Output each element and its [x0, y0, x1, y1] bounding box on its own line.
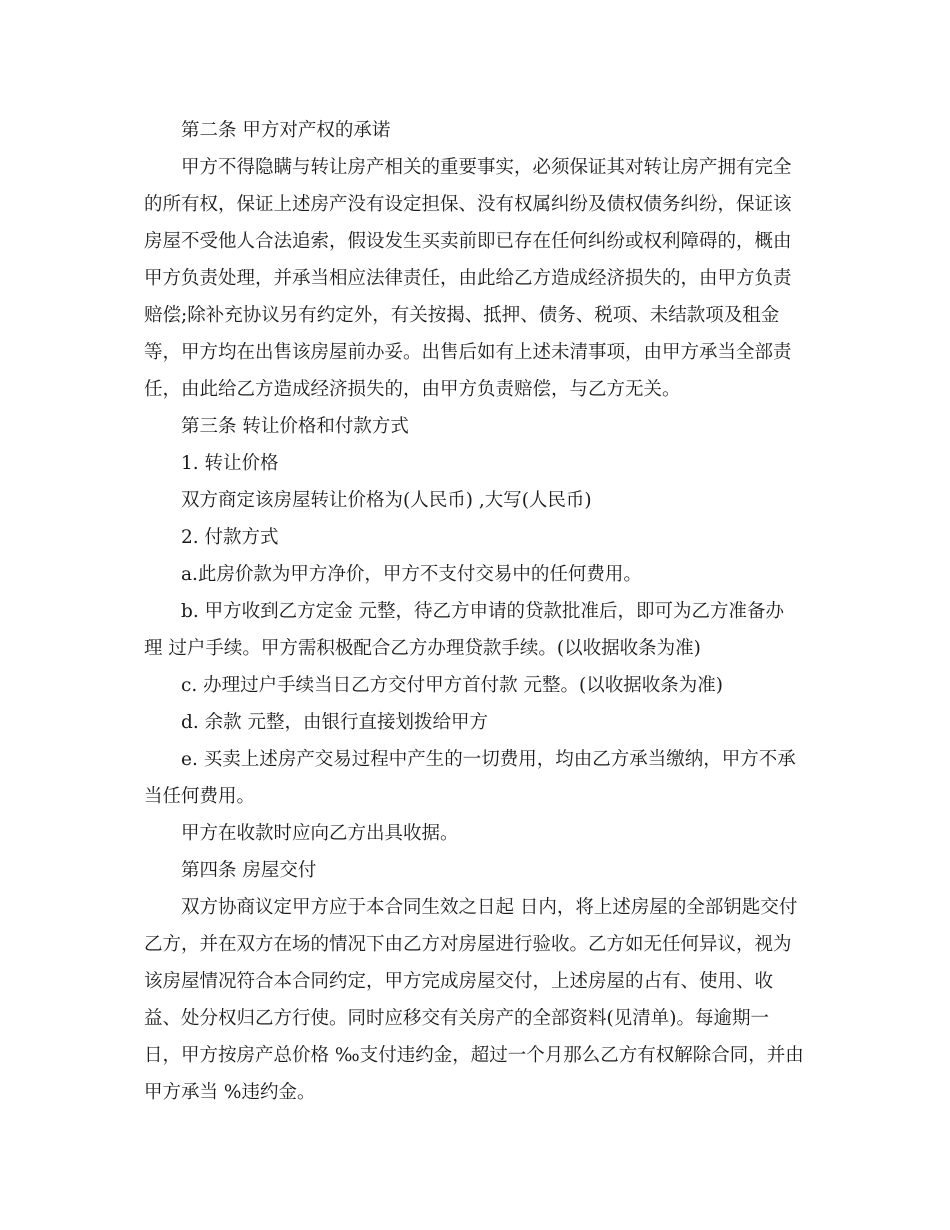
payment-item-e: e. 买卖上述房产交易过程中产生的一切费用，均由乙方承当缴纳，甲方不承 — [181, 749, 796, 770]
payment-item-e-continued: 当任何费用。 — [144, 786, 256, 807]
article4-paragraph-line: 乙方，并在双方在场的情况下由乙方对房屋进行验收。乙方如无任何异议，视为 — [144, 934, 792, 955]
article2-paragraph-line: 赔偿;除补充协议另有约定外，有关按揭、抵押、债务、税项、未结款项及租金 — [144, 305, 780, 326]
receipt-note: 甲方在收款时应向乙方出具收据。 — [181, 823, 459, 844]
article2-paragraph-line: 甲方负责处理，并承当相应法律责任，由此给乙方造成经济损失的，由甲方负责 — [144, 268, 792, 289]
item1-text: 双方商定该房屋转让价格为(人民币) ,大写(人民币) — [181, 490, 592, 511]
article4-paragraph-line: 日，甲方按房产总价格 ‰支付违约金，超过一个月那么乙方有权解除合同，并由 — [144, 1045, 804, 1066]
payment-item-d: d. 余款 元整，由银行直接划拨给甲方 — [181, 712, 488, 733]
payment-item-b-continued: 理 过户手续。甲方需积极配合乙方办理贷款手续。(以收据收条为准) — [144, 638, 701, 659]
payment-item-a: a.此房价款为甲方净价，甲方不支付交易中的任何费用。 — [181, 564, 642, 585]
article4-paragraph-line: 双方协商议定甲方应于本合同生效之日起 日内，将上述房屋的全部钥匙交付 — [181, 897, 798, 918]
contract-body — [144, 112, 809, 1111]
item2-title: 2. 付款方式 — [181, 527, 279, 548]
article2-heading: 第二条 甲方对产权的承诺 — [181, 120, 391, 141]
article2-paragraph-line: 房屋不受他人合法追索，假设发生买卖前即已存在任何纠纷或权利障碍的，概由 — [144, 231, 792, 252]
payment-item-b: b. 甲方收到乙方定金 元整，待乙方申请的贷款批准后，即可为乙方准备办 — [181, 601, 784, 622]
article4-paragraph-line: 甲方承当 %违约金。 — [144, 1082, 316, 1103]
article2-paragraph-line: 任，由此给乙方造成经济损失的，由甲方负责赔偿，与乙方无关。 — [144, 379, 681, 400]
article2-paragraph-line: 等，甲方均在出售该房屋前办妥。出售后如有上述未清事项，由甲方承当全部责 — [144, 342, 792, 363]
article4-paragraph-line: 益、处分权归乙方行使。同时应移交有关房产的全部资料(见清单)。每逾期一 — [144, 1008, 769, 1029]
article3-heading: 第三条 转让价格和付款方式 — [181, 416, 409, 437]
payment-item-c: c. 办理过户手续当日乙方交付甲方首付款 元整。(以收据收条为准) — [181, 675, 723, 696]
article4-paragraph-line: 该房屋情况符合本合同约定，甲方完成房屋交付，上述房屋的占有、使用、收 — [144, 971, 774, 992]
item1-title: 1. 转让价格 — [181, 453, 279, 474]
article4-heading: 第四条 房屋交付 — [181, 860, 317, 881]
article2-paragraph-line: 的所有权，保证上述房产没有设定担保、没有权属纠纷及债权债务纠纷，保证该 — [144, 194, 792, 215]
article2-paragraph-line: 甲方不得隐瞒与转让房产相关的重要事实，必须保证其对转让房产拥有完全 — [181, 157, 792, 178]
